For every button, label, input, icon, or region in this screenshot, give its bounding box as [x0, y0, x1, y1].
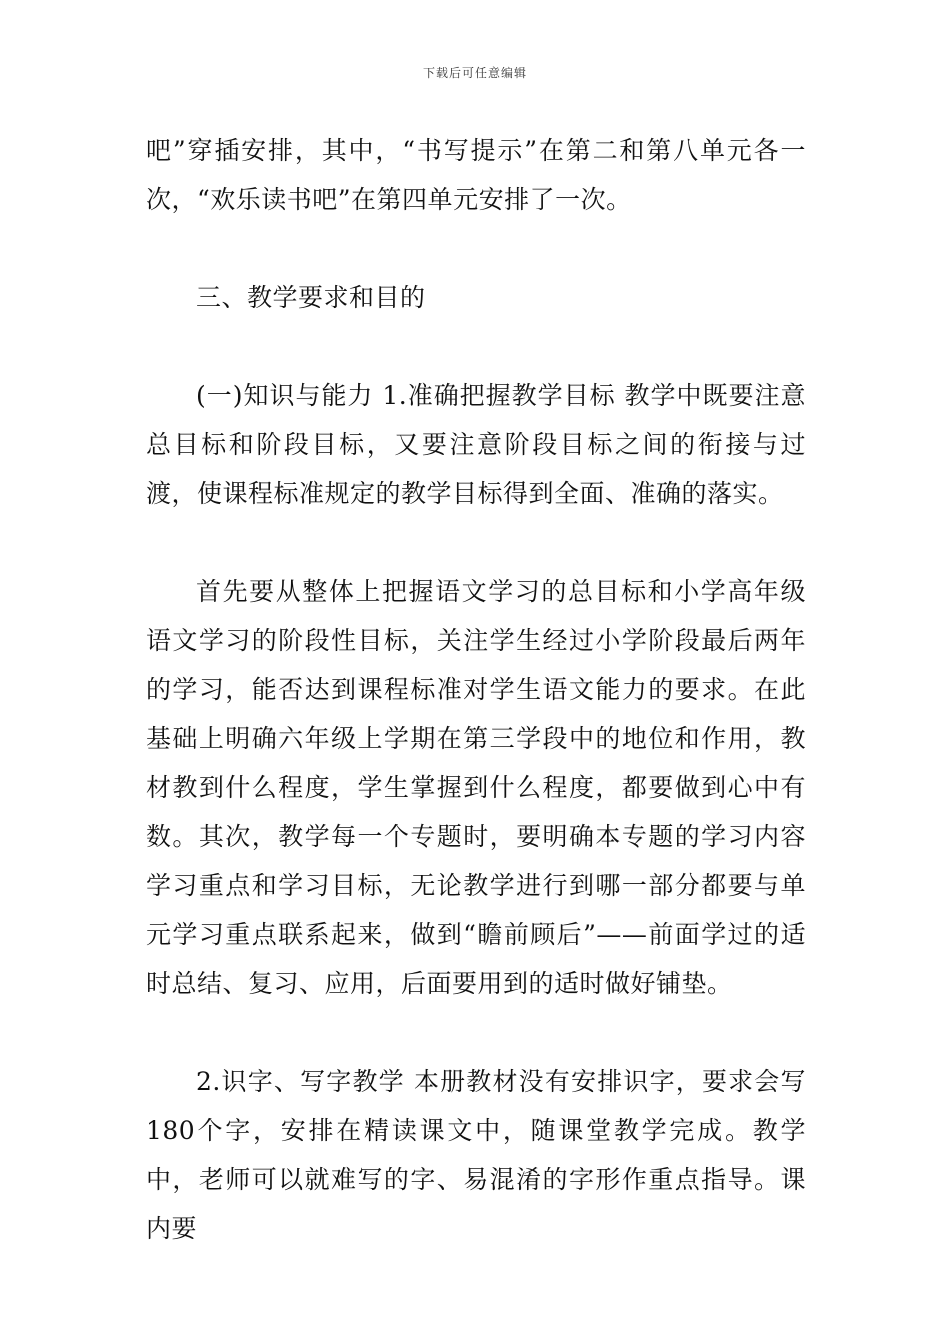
paragraph-knowledge-ability: (一)知识与能力 1.准确把握教学目标 教学中既要注意总目标和阶段目标，又要注意阶段目标之间的衔接与过渡，使课程标准规定的教学目标得到全面、准确的落实。 [146, 381, 806, 508]
document-body [146, 126, 806, 1253]
paragraph-overall-goals: 首先要从整体上把握语文学习的总目标和小学高年级语文学习的阶段性目标，关注学生经过小学阶段最后两年的学习，能否达到课程标准对学生语文能力的要求。在此基础上明确六年级上学期在第三学段中的地位和作用，教材教到什么程度，学生掌握到什么程度，都要做到心中有数。其次，教学每一个专题时，要明确本专题的学习内容学习重点和学习目标，无论教学进行到哪一部分都要与单元学习重点联系起来，做到“瞻前顾后”——前面学过的适时总结、复习、应用，后面要用到的适时做好铺垫。 [146, 577, 806, 998]
paragraph-literacy-writing: 2.识字、写字教学 本册教材没有安排识字，要求会写180个字，安排在精读课文中，随课堂教学完成。教学中，老师可以就难写的字、易混淆的字形作重点指导。课内要 [146, 1067, 806, 1243]
page-header: 下载后可任意编辑 [422, 66, 527, 80]
paragraph-continuation: 吧”穿插安排，其中，“书写提示”在第二和第八单元各一次，“欢乐读书吧”在第四单元安排了一次。 [146, 136, 806, 214]
section-heading: 三、教学要求和目的 [196, 283, 426, 312]
